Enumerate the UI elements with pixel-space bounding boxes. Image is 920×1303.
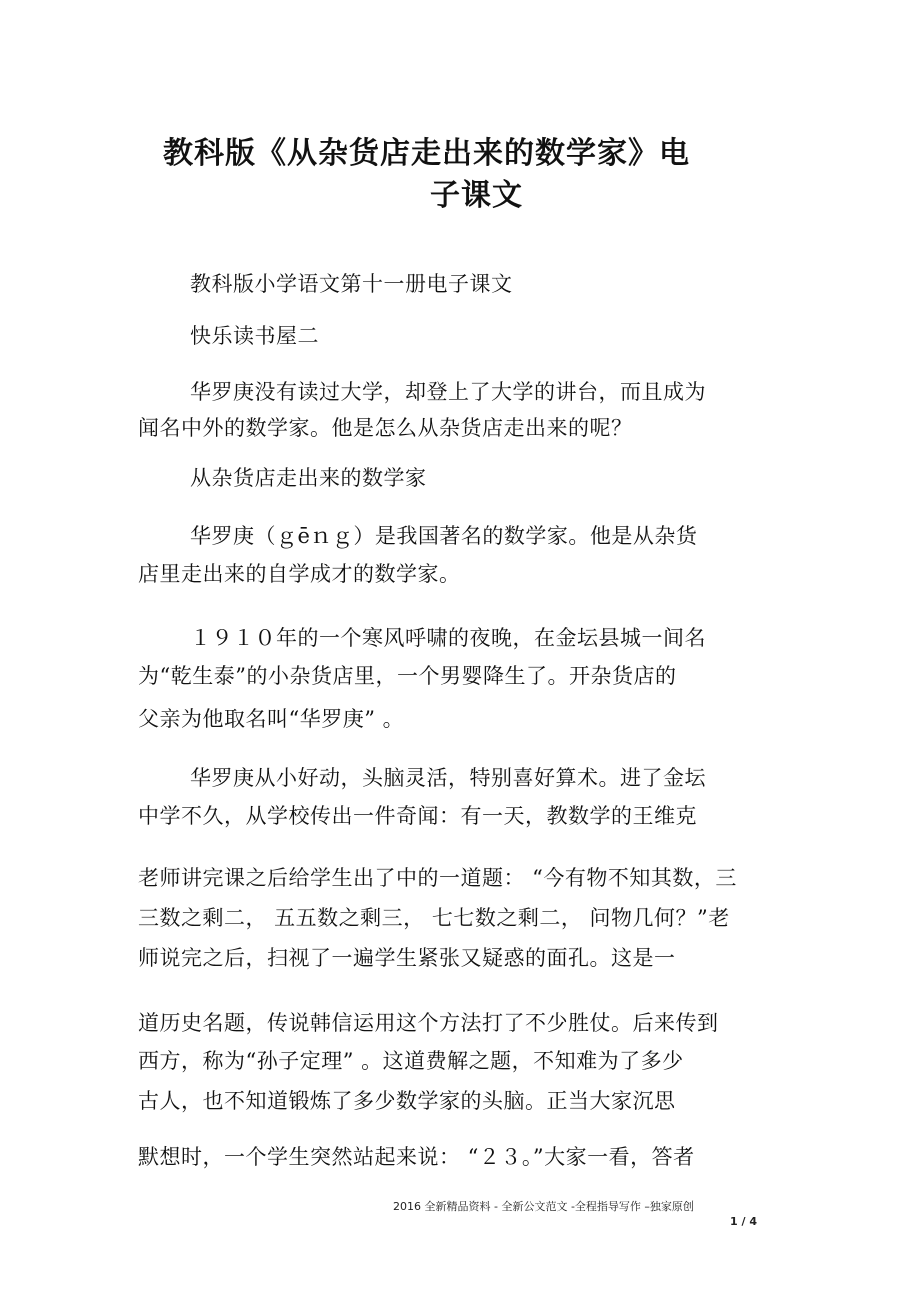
- text-line: 三数之剩二， 五五数之剩三， 七七数之剩二， 问物几何？”老: [138, 906, 730, 930]
- document-title-line-2: 子课文: [430, 178, 523, 213]
- text-line: 默想时，一个学生突然站起来说： “２３。”大家一看，答者: [138, 1145, 695, 1169]
- text-line: 父亲为他取名叫“华罗庚” 。: [138, 707, 405, 731]
- text-line: 为“乾生泰”的小杂货店里，一个男婴降生了。开杂货店的: [138, 664, 677, 688]
- text-line: 古人，也不知道锻炼了多少数学家的头脑。正当大家沉思: [138, 1089, 676, 1113]
- text-line: 华罗庚（ｇēｎｇ）是我国著名的数学家。他是从杂货: [190, 524, 698, 548]
- footer-caption: 2016 全新精品资料 - 全新公文范文 -全程指导写作 –独家原创: [393, 1200, 694, 1213]
- text-line: 道历史名题，传说韩信运用这个方法打了不少胜仗。后来传到: [138, 1011, 719, 1035]
- text-line: 师说完之后，扫视了一遍学生紧张又疑惑的面孔。这是一: [138, 946, 676, 970]
- text-line: 中学不久，从学校传出一件奇闻：有一天，教数学的王维克: [138, 804, 697, 828]
- text-line: １９１０年的一个寒风呼啸的夜晚，在金坛县城一间名: [190, 626, 706, 650]
- text-line: 闻名中外的数学家。他是怎么从杂货店走出来的呢？: [138, 416, 633, 440]
- text-line: 华罗庚从小好动，头脑灵活，特别喜好算术。进了金坛: [190, 766, 706, 790]
- text-line: 店里走出来的自学成才的数学家。: [138, 562, 461, 586]
- text-line: 华罗庚没有读过大学，却登上了大学的讲台，而且成为: [190, 380, 706, 404]
- section-label: 快乐读书屋二: [190, 324, 319, 348]
- document-title-line-1: 教科版《从杂货店走出来的数学家》电: [163, 136, 690, 171]
- text-line: 西方，称为“孙子定理” 。这道费解之题，不知难为了多少: [138, 1049, 684, 1073]
- text-line: 老师讲完课之后给学生出了中的一道题： “今有物不知其数，三: [138, 866, 737, 890]
- article-heading: 从杂货店走出来的数学家: [190, 466, 427, 490]
- page-number: 1 / 4: [730, 1215, 757, 1228]
- subtitle-line: 教科版小学语文第十一册电子课文: [190, 272, 513, 296]
